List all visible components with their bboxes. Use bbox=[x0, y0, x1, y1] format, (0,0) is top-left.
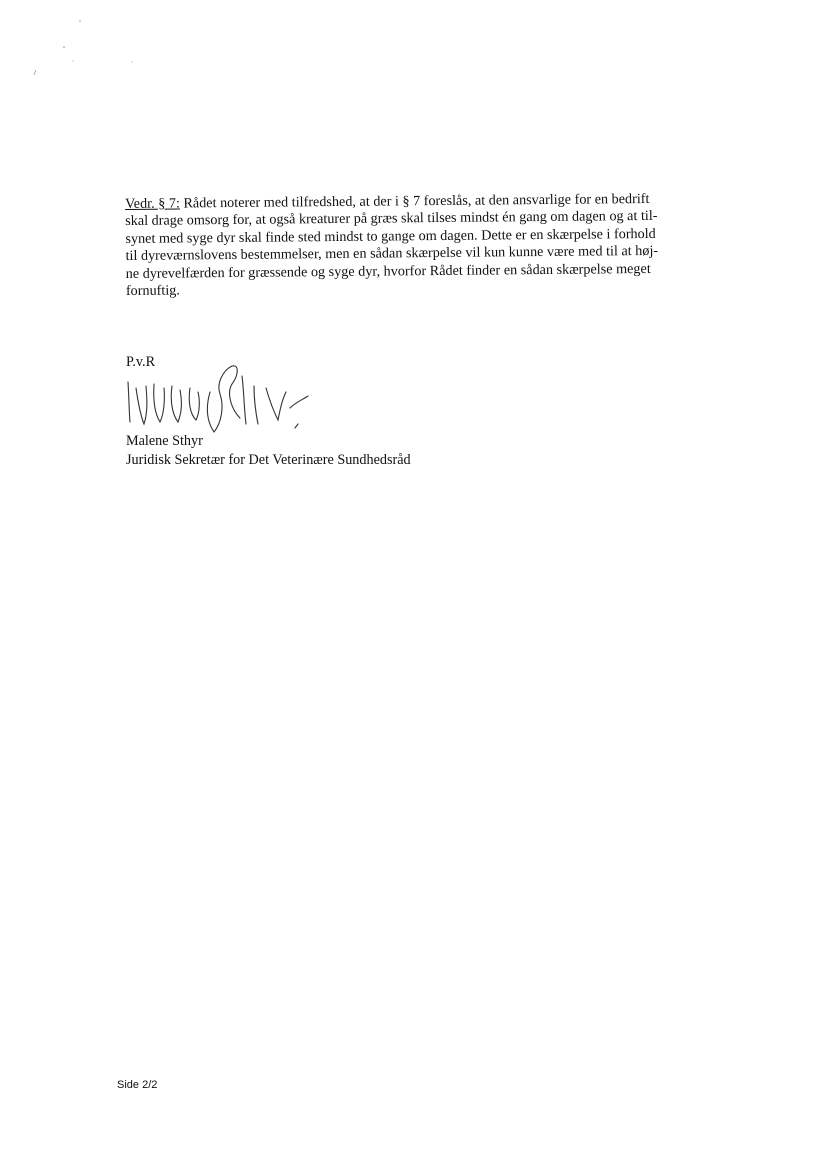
body-line-3: synet med syge dyr skal finde sted mindst to gange om dagen. Dette er en skærpelse i forhold bbox=[125, 225, 656, 247]
body-line-1: Vedr. § 7: Rådet noterer med tilfredshed, at der i § 7 foreslås, at den ansvarlige for en bedrift bbox=[125, 190, 650, 212]
body-line-4: til dyreværnslovens bestemmelser, men en sådan skærpelse vil kun kunne være med til at høj- bbox=[125, 243, 659, 265]
signature-block bbox=[126, 432, 411, 469]
section-reference: Vedr. § 7: bbox=[125, 195, 180, 212]
closing-pvr: P.v.R bbox=[126, 354, 156, 370]
signer-name: Malene Sthyr bbox=[126, 433, 203, 449]
scan-specks bbox=[0, 0, 160, 90]
body-line-6: fornuftig. bbox=[125, 282, 180, 300]
body-line-2: skal drage omsorg for, at også kreaturer på græs skal tilses mindst én gang om dagen og at til- bbox=[125, 208, 658, 230]
body-line-5: ne dyrevelfærden for græssende og syge dyr, hvorfor Rådet finder en sådan skærpelse meget bbox=[125, 260, 651, 282]
signer-title: Juridisk Sekretær for Det Veterinære Sundhedsråd bbox=[126, 451, 411, 468]
body-paragraph bbox=[125, 190, 716, 300]
page-number: Side 2/2 bbox=[117, 1079, 158, 1091]
